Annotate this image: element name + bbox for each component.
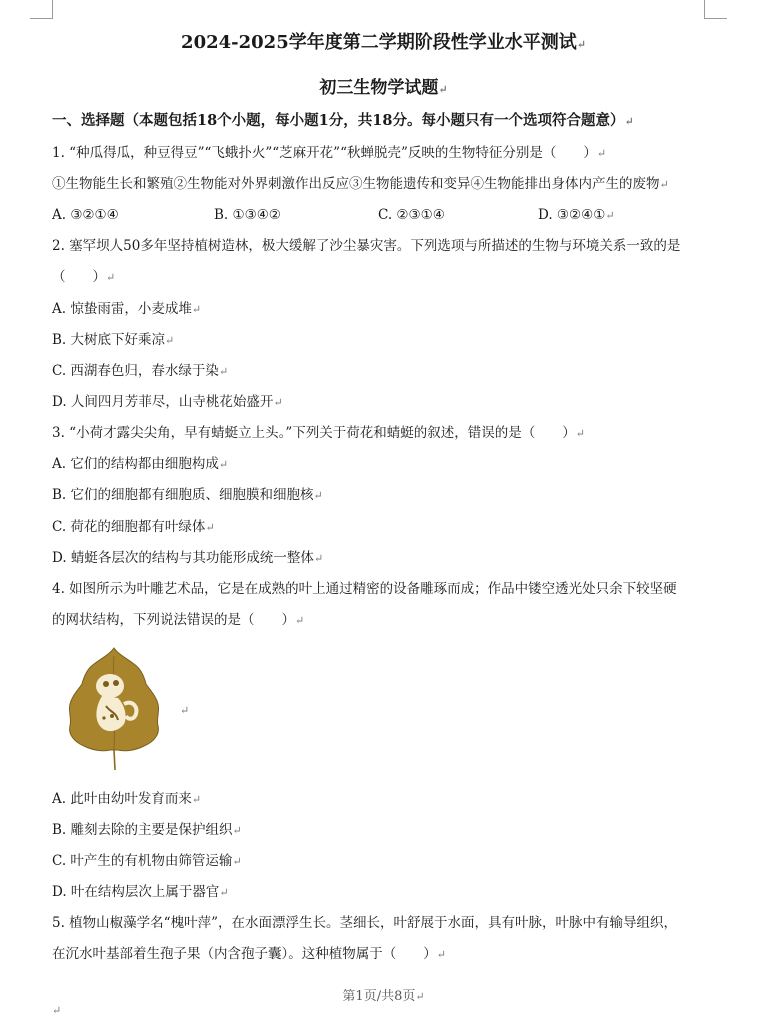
q2-stem-line1: 2. 塞罕坝人50多年坚持植树造林，极大缓解了沙尘暴灾害。下列选项与所描述的生物与环境关系一致的是 <box>52 238 681 254</box>
q2-option-a: A. 惊蛰雨雷，小麦成堆↵ <box>52 301 202 317</box>
q3-option-b: B. 它们的细胞都有细胞质、细胞膜和细胞核↵ <box>52 487 323 503</box>
q5-stem-line2: 在沉水叶基部着生孢子果（内含孢子囊）。这种植物属于（ ）↵ <box>52 946 446 962</box>
end-para-mark: ↵ <box>52 1004 62 1017</box>
q4-stem-line1: 4. 如图所示为叶雕艺术品，它是在成熟的叶上通过精密的设备雕琢而成；作品中镂空透光处只余下较坚硬 <box>52 581 677 597</box>
q4-option-c: C. 叶产生的有机物由筛管运输↵ <box>52 853 242 869</box>
q1-option-b: B. ①③④② <box>214 207 281 223</box>
exam-subtitle: 初三生物学试题↵ <box>319 78 448 98</box>
q4-stem-line2: 的网状结构，下列说法错误的是（ ）↵ <box>52 612 305 628</box>
q2-option-b: B. 大树底下好乘凉↵ <box>52 332 175 348</box>
q1-option-d: D. ③②④①↵ <box>538 207 615 223</box>
q1-option-c: C. ②③①④ <box>378 207 445 223</box>
exam-title: 2024-2025学年度第二学期阶段性学业水平测试↵ <box>181 32 586 53</box>
q4-option-d: D. 叶在结构层次上属于器官↵ <box>52 884 229 900</box>
q3-option-d: D. 蜻蜓各层次的结构与其功能形成统一整体↵ <box>52 550 324 566</box>
page-footer: 第1页/共8页↵ <box>342 989 425 1004</box>
q2-option-c: C. 西湖春色归，春水绿于染↵ <box>52 363 229 379</box>
q1-list: ①生物能生长和繁殖②生物能对外界刺激作出反应③生物能遗传和变异④生物能排出身体内产生的废物↵ <box>52 176 669 192</box>
crop-mark-top-right <box>704 0 727 19</box>
q3-option-c: C. 荷花的细胞都有叶绿体↵ <box>52 519 215 535</box>
q3-stem: 3. “小荷才露尖尖角，早有蜻蜓立上头。”下列关于荷花和蜻蜓的叙述，错误的是（ ）↵ <box>52 425 585 441</box>
section-heading: 一、选择题（本题包括18个小题，每小题1分，共18分。每小题只有一个选项符合题意）↵ <box>52 112 634 129</box>
q2-stem-line2: （ ）↵ <box>52 269 116 285</box>
q1-stem: 1. “种瓜得瓜，种豆得豆”“飞蛾扑火”“芝麻开花”“秋蝉脱壳”反映的生物特征分别是（ ）↵ <box>52 145 607 161</box>
leaf-carving-image <box>66 646 162 772</box>
q4-option-b: B. 雕刻去除的主要是保护组织↵ <box>52 822 242 838</box>
crop-mark-top-left <box>30 0 53 19</box>
q1-option-a: A. ③②①④ <box>52 207 119 223</box>
q3-option-a: A. 它们的结构都由细胞构成↵ <box>52 456 229 472</box>
q4-option-a: A. 此叶由幼叶发育而来↵ <box>52 791 202 807</box>
q2-option-d: D. 人间四月芳菲尽，山寺桃花始盛开↵ <box>52 394 283 410</box>
image-para-mark: ↵ <box>180 704 190 717</box>
q5-stem-line1: 5. 植物山椒藻学名“槐叶萍”，在水面漂浮生长。茎细长，叶舒展于水面，具有叶脉，叶脉中有输导组织， <box>52 915 677 931</box>
